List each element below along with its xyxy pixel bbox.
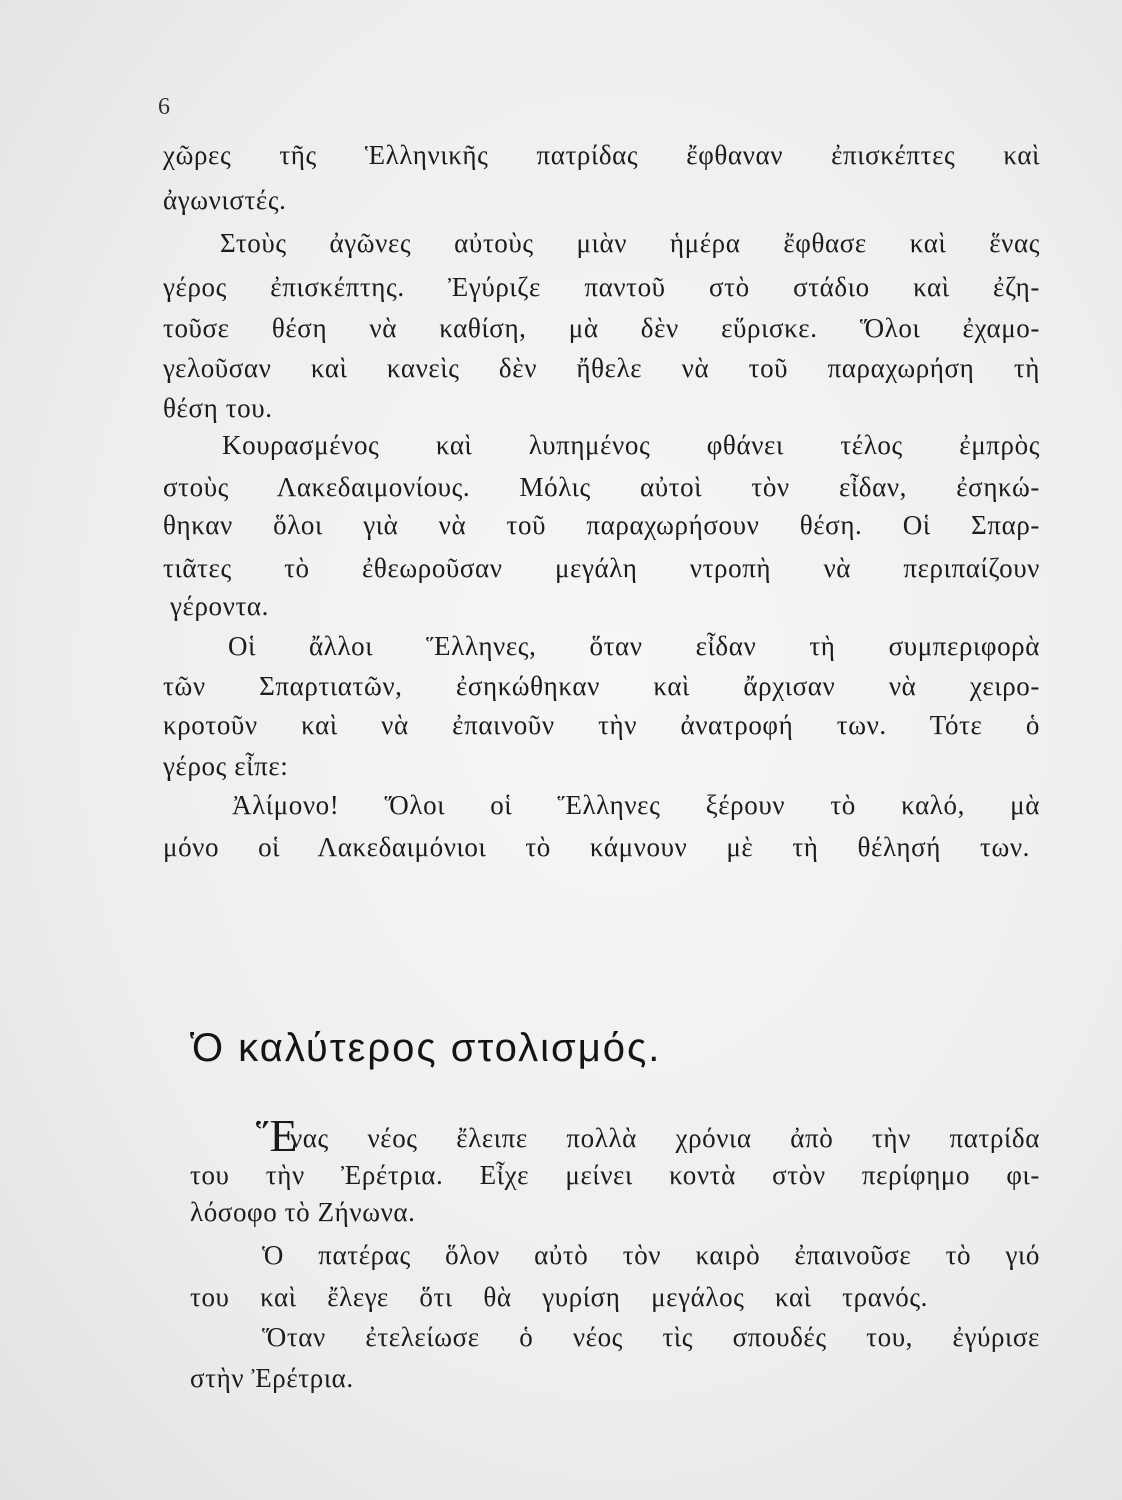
text-line: Ἀλίμονο! Ὅλοι οἱ Ἕλληνες ξέρουν τὸ καλό, μὰ <box>232 790 1040 820</box>
text-line: θέση του. <box>163 393 273 423</box>
text-line: κροτοῦν καὶ νὰ ἐπαινοῦν τὴν ἀνατροφή των. Τότε ὁ <box>163 710 1040 740</box>
text-line: Κουρασμένος καὶ λυπημένος φθάνει τέλος ἐμπρὸς <box>222 430 1040 460</box>
text-line: θηκαν ὅλοι γιὰ νὰ τοῦ παραχωρήσουν θέση. Οἱ Σπαρ- <box>163 510 1040 540</box>
text-line: στοὺς Λακεδαιμονίους. Μόλις αὐτοὶ τὸν εἶδαν, ἐσηκώ- <box>163 472 1040 502</box>
text-line: Ὅταν ἐτελείωσε ὁ νέος τὶς σπουδές του, ἐγύρισε <box>262 1322 1040 1352</box>
text-line: Ὁ πατέρας ὅλον αὐτὸ τὸν καιρὸ ἐπαινοῦσε τὸ γιό <box>262 1240 1040 1270</box>
text-line: μόνο οἱ Λακεδαιμόνιοι τὸ κάμνουν μὲ τὴ θέλησή των. <box>163 832 1030 862</box>
text-line: γέροντα. <box>170 591 269 621</box>
text-line: Οἱ ἄλλοι Ἕλληνες, ὅταν εἶδαν τὴ συμπεριφορὰ <box>228 631 1040 661</box>
text-line: χῶρες τῆς Ἑλληνικῆς πατρίδας ἔφθαναν ἐπισκέπτες καὶ <box>163 140 1040 170</box>
text-line: γέρος εἶπε: <box>163 751 289 781</box>
text-line: του καὶ ἔλεγε ὅτι θὰ γυρίση μεγάλος καὶ τρανός. <box>190 1282 928 1312</box>
text-line: τοῦσε θέση νὰ καθίση, μὰ δὲν εὕρισκε. Ὅλοι ἐχαμο- <box>163 313 1040 343</box>
text-line: του τὴν Ἐρέτρια. Εἶχε μείνει κοντὰ στὸν περίφημο φι- <box>190 1160 1040 1190</box>
text-line: ἀγωνιστές. <box>163 185 287 215</box>
drop-cap: Ἕ <box>256 1110 298 1161</box>
text-line: Στοὺς ἀγῶνες αὐτοὺς μιὰν ἡμέρα ἔφθασε καὶ ἕνας <box>220 228 1040 258</box>
text-line: νας νέος ἔλειπε πολλὰ χρόνια ἀπὸ τὴν πατρίδα <box>290 1123 1040 1153</box>
text-line: στὴν Ἐρέτρια. <box>190 1363 354 1393</box>
text-line: τῶν Σπαρτιατῶν, ἐσηκώθηκαν καὶ ἄρχισαν νὰ χειρο- <box>163 671 1040 701</box>
text-line: λόσοφο τὸ Ζήνωνα. <box>190 1197 416 1227</box>
text-line: τιᾶτες τὸ ἐθεωροῦσαν μεγάλη ντροπὴ νὰ περιπαίζουν <box>163 553 1040 583</box>
text-line: γέρος ἐπισκέπτης. Ἐγύριζε παντοῦ στὸ στάδιο καὶ ἐζη- <box>163 272 1040 302</box>
text-line: γελοῦσαν καὶ κανεὶς δὲν ἤθελε νὰ τοῦ παραχωρήση τὴ <box>163 353 1040 383</box>
story-title: Ὁ καλύτερος στολισμός. <box>190 1026 662 1070</box>
page-number: 6 <box>158 94 170 120</box>
